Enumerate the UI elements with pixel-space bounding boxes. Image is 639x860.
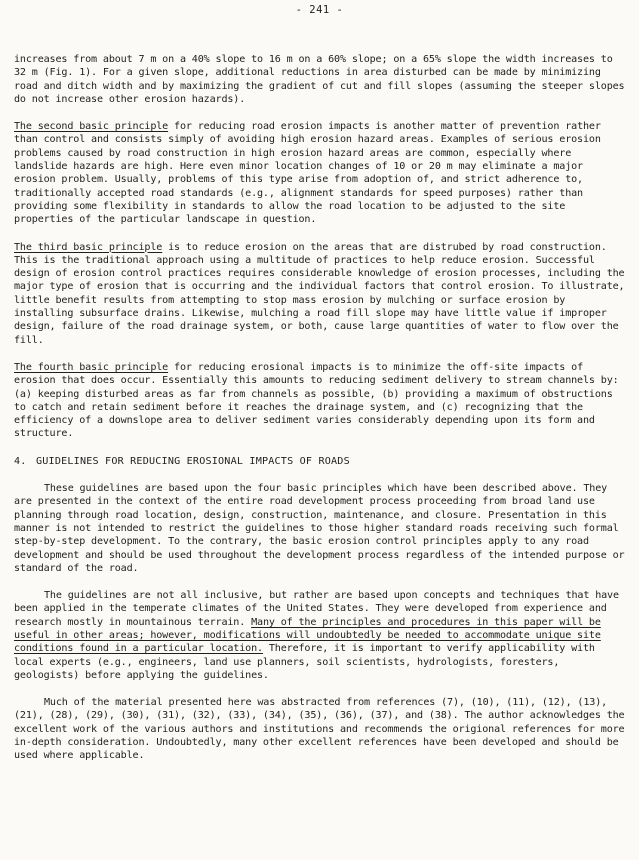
- section-heading: [14, 455, 626, 468]
- paragraph-third-principle: [14, 241, 626, 347]
- paragraph-guidelines-scope: [14, 589, 626, 682]
- paragraph-guidelines-intro: These guidelines are based upon the four basic principles which have been described above. They are presented in the context of the entire road development process proceeding from broad land use planning through road location, design, construction, maintenance, and closure. Presentation in this manner is not intended to restrict the guidelines to those higher standard roads receiving such formal step-by-step development. To the contrary, the basic erosion control principles apply to any road development and should be used throughout the development process regardless of the intended purpose or standard of the road.: [14, 483, 625, 574]
- paragraph-second-principle: [14, 120, 626, 226]
- section-number: 4.: [14, 455, 27, 467]
- paragraph-slope-width: increases from about 7 m on a 40% slope to 16 m on a 60% slope; on a 65% slope the width increases to 32 m (Fig. 1). For a given slope, additional reductions in area disturbed can be made by minimizing road and ditch width and by maximizing the gradient of cut and fill slopes (assuming the steeper slopes do not increase other erosion hazards).: [14, 54, 625, 105]
- paragraph-fourth-principle: [14, 361, 626, 441]
- scope-text-after: Therefore, it is important to verify applicability with local experts (e.g., engineers, land use planners, soil scientists, hydrologists, foresters, geologists) before applying the guidelines.: [14, 643, 595, 681]
- second-principle-lead: The second basic principle: [14, 121, 169, 133]
- section-title: GUIDELINES FOR REDUCING EROSIONAL IMPACTS OF ROADS: [36, 455, 350, 467]
- fourth-principle-lead: The fourth basic principle: [14, 361, 169, 373]
- third-principle-text: is to reduce erosion on the areas that are distrubed by road construction. This is the traditional approach using a multitude of practices to help reduce erosion. Successful design of erosion control practices requires considerable knowledge of erosion processes, including the major type of erosion that is occurring and the individual factors that control erosion. To illustrate, little benefit results from attempting to stop mass erosion by mulching or surface erosion by installing subsurface drains. Likewise, mulching a road fill slope may have little value if improper design, failure of the road drainage system, or both, cause large quantities of water to flow over the fill.: [14, 241, 625, 346]
- second-principle-text: for reducing road erosion impacts is another matter of prevention rather than control and consists simply of avoiding high erosion hazard areas. Examples of serious erosion problems caused by road construction in high erosion hazard areas are common, especially where landslide hazards are high. Here even minor location changes of 10 or 20 m may eliminate a major erosion problem. Usually, problems of this type arise from adoption of, and strict adherence to, traditionally accepted road standards (e.g., alignment standards for speed purposes) rather than providing some flexibility in standards to allow the road location to be adjusted to the site properties of the particular landscape in question.: [14, 121, 601, 226]
- scope-underlined: Many of the principles and procedures in this paper will be useful in other areas; however, modifications will undoubtedly be needed to accommodate unique site conditions found in a particular location.: [14, 616, 601, 655]
- scope-text-before: The guidelines are not all inclusive, but rather are based upon concepts and techniques that have been applied in the temperate climates of the United States. They were developed from experience and research mostly in mountainous terrain.: [14, 590, 619, 628]
- page-body: [14, 53, 626, 777]
- third-principle-lead: The third basic principle: [14, 241, 163, 253]
- fourth-principle-text: for reducing erosional impacts is to minimize the off-site impacts of erosion that does occur. Essentially this amounts to reducing sediment delivery to stream channels by: (a) keeping disturbed areas as far from channels as possible, (b) providing a maximum of obstructions to catch and retain sediment before it reaches the drainage system, and (c) recognizing that the efficiency of a downslope area to deliver sediment varies considerably depending upon its form and structure.: [14, 361, 619, 440]
- page-number: - 241 -: [295, 4, 344, 16]
- paragraph-references: Much of the material presented here was abstracted from references (7), (10), (11), (12), (13), (21), (28), (29), (30), (31), (32), (33), (34), (35), (36), (37), and (38). The author acknowledges the excellent work of the various authors and institutions and recommends the origional references for more in-depth consideration. Undoubtedly, many other excellent references have been developed and should be used where applicable.: [14, 697, 625, 762]
